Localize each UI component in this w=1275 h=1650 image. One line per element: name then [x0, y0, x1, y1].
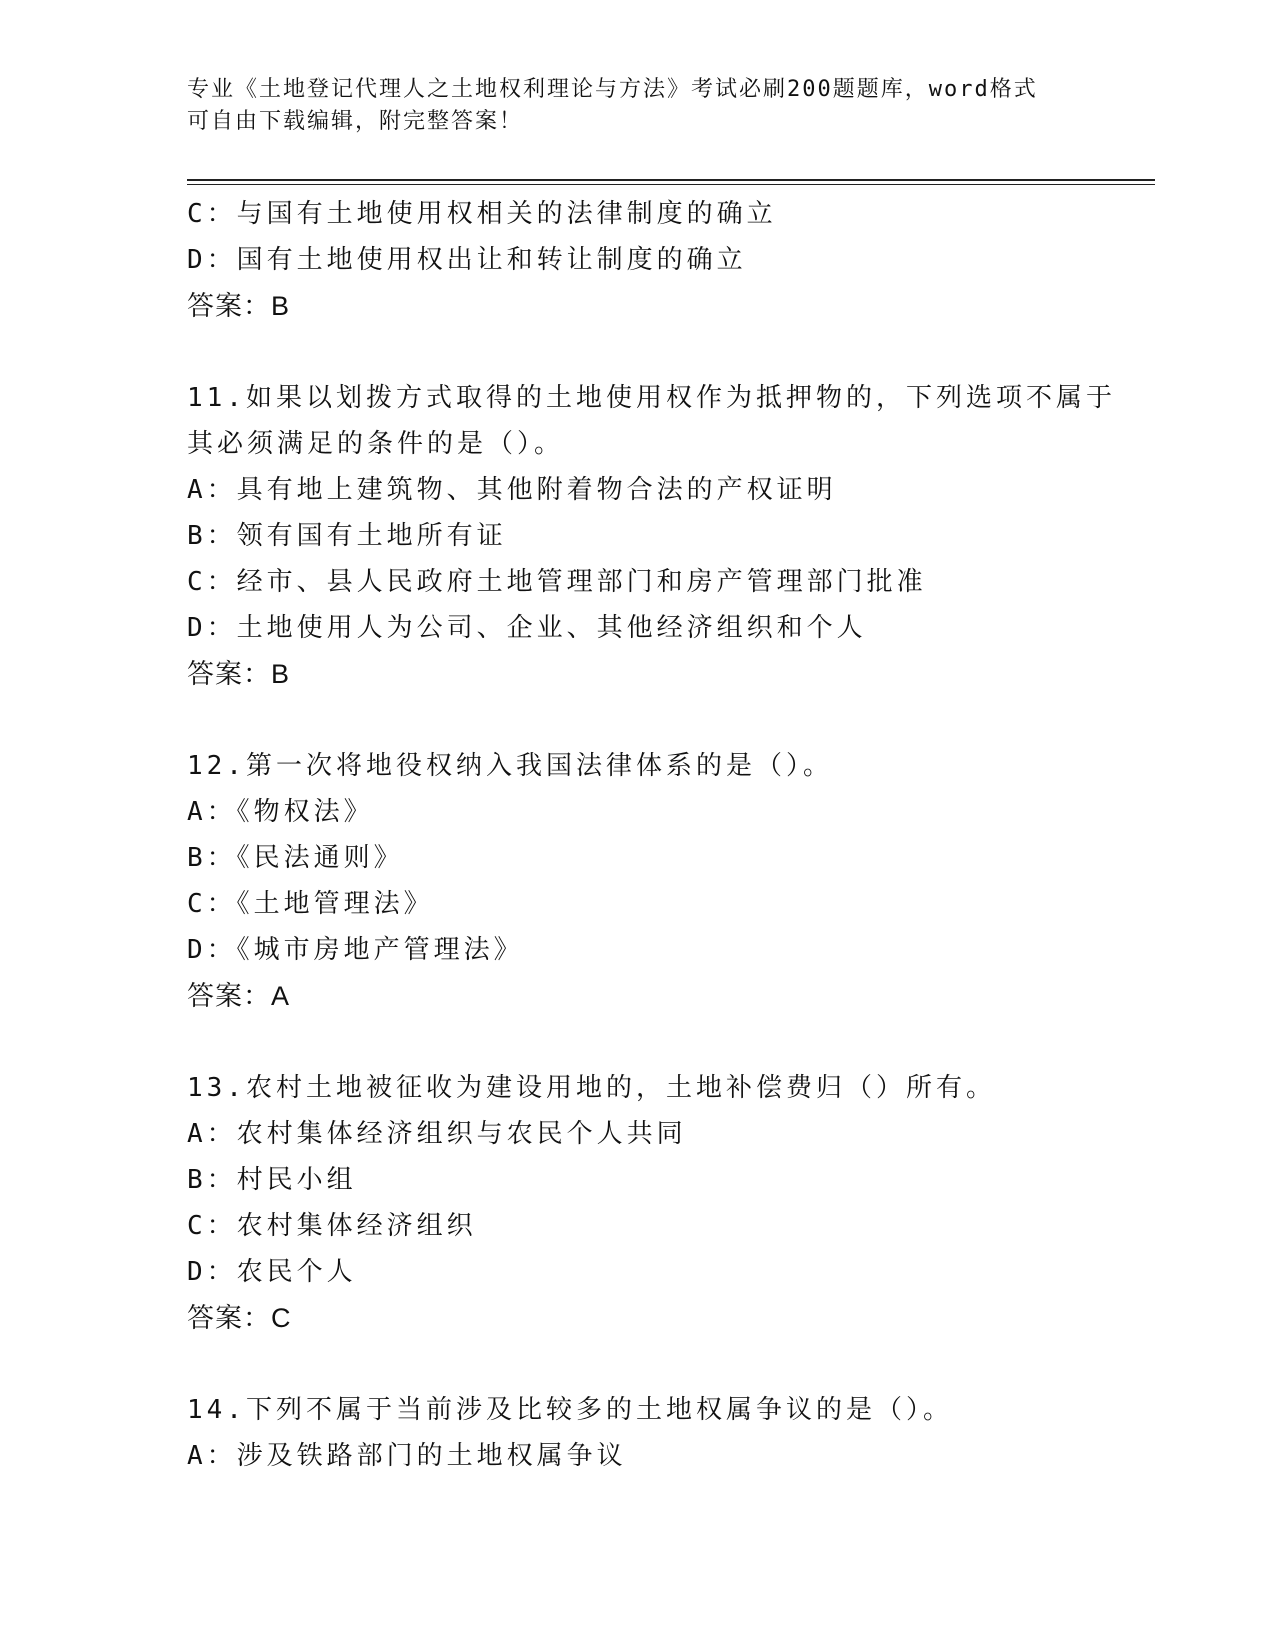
header-line-2: 可自由下载编辑，附完整答案！ [187, 109, 524, 134]
question-14 [187, 1387, 1087, 1479]
question-text: 13.农村土地被征收为建设用地的，土地补偿费归（）所有。 [187, 1073, 996, 1103]
option-b: B：领有国有土地所有证 [187, 521, 507, 551]
option-d: D：农民个人 [187, 1257, 357, 1287]
answer-label: 答案：B [187, 291, 291, 321]
answer-label: 答案：B [187, 659, 291, 689]
question-text-cont: 其必须满足的条件的是（）。 [187, 429, 565, 459]
question-10-tail [187, 191, 1087, 329]
header-divider-thin [187, 184, 1155, 185]
option-c: C：经市、县人民政府土地管理部门和房产管理部门批准 [187, 567, 927, 597]
option-a: A：《物权法》 [187, 797, 374, 827]
option-d: D：国有土地使用权出让和转让制度的确立 [187, 245, 747, 275]
option-d: D：土地使用人为公司、企业、其他经济组织和个人 [187, 613, 867, 643]
answer-label: 答案：A [187, 981, 291, 1011]
question-text: 12.第一次将地役权纳入我国法律体系的是（）。 [187, 751, 833, 781]
option-a: A：具有地上建筑物、其他附着物合法的产权证明 [187, 475, 837, 505]
question-12 [187, 743, 1087, 1019]
question-text: 14.下列不属于当前涉及比较多的土地权属争议的是（）。 [187, 1395, 953, 1425]
question-13 [187, 1065, 1087, 1341]
question-11 [187, 375, 1116, 697]
option-a: A：农村集体经济组织与农民个人共同 [187, 1119, 687, 1149]
option-b: B：村民小组 [187, 1165, 357, 1195]
option-c: C：与国有土地使用权相关的法律制度的确立 [187, 199, 777, 229]
option-d: D：《城市房地产管理法》 [187, 935, 524, 965]
document-header [187, 74, 1107, 138]
option-c: C：《土地管理法》 [187, 889, 434, 919]
option-a: A：涉及铁路部门的土地权属争议 [187, 1441, 627, 1471]
question-text: 11.如果以划拨方式取得的土地使用权作为抵押物的，下列选项不属于 [187, 383, 1116, 413]
header-divider-thick [187, 179, 1155, 181]
option-b: B：《民法通则》 [187, 843, 404, 873]
question-list [187, 191, 1116, 1479]
option-c: C：农村集体经济组织 [187, 1211, 477, 1241]
header-line-1: 专业《土地登记代理人之土地权利理论与方法》考试必刷200题题库，word格式 [187, 77, 1038, 102]
answer-label: 答案：C [187, 1303, 292, 1333]
